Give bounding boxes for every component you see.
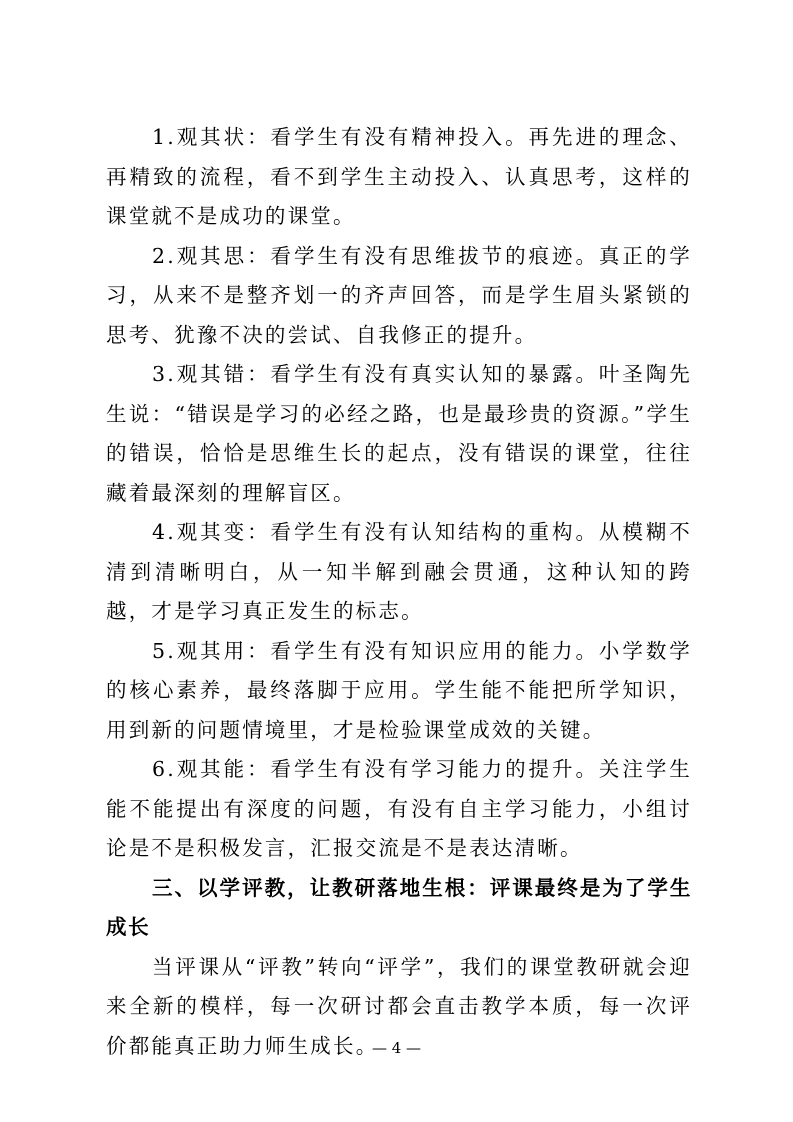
- paragraph-observe-application: 5.观其用：看学生有没有知识应用的能力。小学数学的核心素养，最终落脚于应用。学生能不能把所学知识，用到新的问题情境里，才是检验课堂成效的关键。: [106, 638, 692, 742]
- closing-paragraph: 当评课从“评教”转向“评学”，我们的课堂教研就会迎来全新的模样，每一次研讨都会直击教学本质，每一次评价都能真正助力师生成长。: [106, 954, 692, 1058]
- document-body: [106, 118, 692, 1066]
- paragraph-observe-change: 4.观其变：看学生有没有认知结构的重构。从模糊不清到清晰明白，从一知半解到融会贯通，这种认知的跨越，才是学习真正发生的标志。: [106, 520, 692, 623]
- paragraph-observe-state: 1.观其状：看学生有没有精神投入。再先进的理念、再精致的流程，看不到学生主动投入、认真思考，这样的课堂就不是成功的课堂。: [106, 125, 692, 228]
- section-heading: 三、以学评教，让教研落地生根：评课最终是为了学生成长: [106, 875, 692, 939]
- page-number: — 4 —: [371, 1039, 422, 1057]
- paragraph-observe-ability: 6.观其能：看学生有没有学习能力的提升。关注学生能不能提出有深度的问题，有没有自主学习能力，小组讨论是不是积极发言，汇报交流是不是表达清晰。: [106, 757, 692, 860]
- paragraph-observe-errors: 3.观其错：看学生有没有真实认知的暴露。叶圣陶先生说：“错误是学习的必经之路，也是最珍贵的资源。”学生的错误，恰恰是思维生长的起点，没有错误的课堂，往往藏着最深刻的理解盲区。: [106, 362, 692, 505]
- paragraph-observe-thinking: 2.观其思：看学生有没有思维拔节的痕迹。真正的学习，从来不是整齐划一的齐声回答，而是学生眉头紧锁的思考、犹豫不决的尝试、自我修正的提升。: [106, 243, 692, 347]
